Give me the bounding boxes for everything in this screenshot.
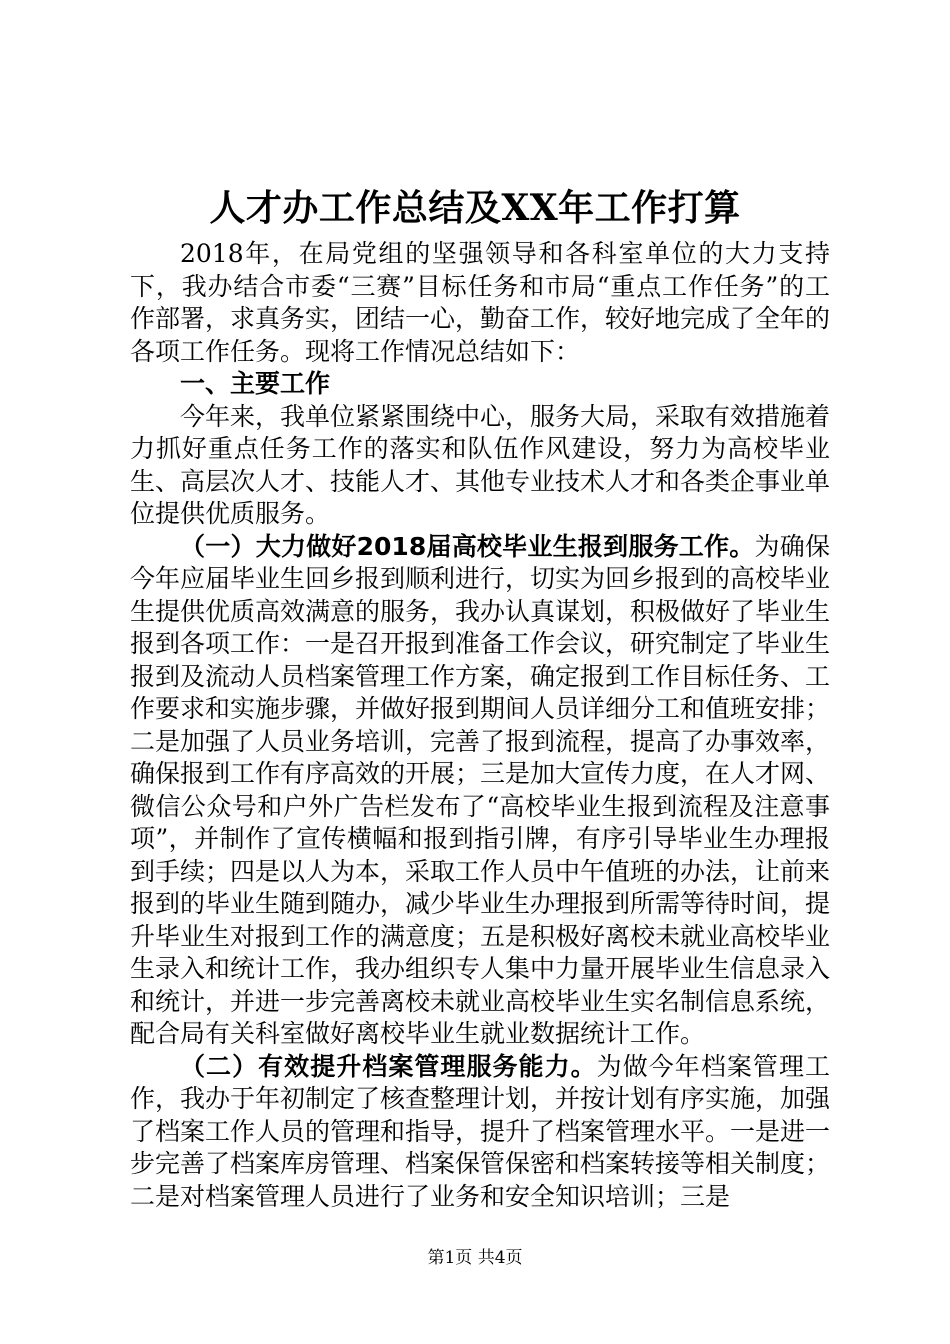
section-heading-main-work: 一、主要工作 bbox=[180, 369, 331, 398]
item-paragraph-graduates bbox=[130, 531, 830, 1051]
item-lead-graduates: （一）大力做好2018届高校毕业生报到服务工作。 bbox=[180, 531, 755, 561]
item-text-graduates: 为确保今年应届毕业生回乡报到顺利进行，切实为回乡报到的高校毕业生提供优质高效满意的服务，我办认真谋划，积极做好了毕业生报到各项工作：一是召开报到准备工作会议，研究制定了毕业生报到及流动人员档案管理工作方案，确定报到工作目标任务、工作要求和实施步骤，并做好报到期间人员详细分工和值班安排；二是加强了人员业务培训，完善了报到流程，提高了办事效率，确保报到工作有序高效的开展；三是加大宣传力度，在人才网、微信公众号和户外广告栏发布了“高校毕业生报到流程及注意事项”，并制作了宣传横幅和报到指引牌，有序引导毕业生办理报到手续；四是以人为本，采取工作人员中午值班的办法，让前来报到的毕业生随到随办，减少毕业生办理报到所需等待时间，提升毕业生对报到工作的满意度；五是积极好离校未就业高校毕业生录入和统计工作，我办组织专人集中力量开展毕业生信息录入和统计，并进一步完善离校未就业高校毕业生实名制信息系统，配合局有关科室做好离校毕业生就业数据统计工作。 bbox=[130, 531, 831, 1048]
item-paragraph-archives bbox=[130, 1051, 830, 1214]
item-text-archives: 为做今年档案管理工作，我办于年初制定了核查整理计划，并按计划有序实施，加强了档案工作人员的管理和指导，提升了档案管理水平。一是进一步完善了档案库房管理、档案保管保密和档案转接等相关制度；二是对档案管理人员进行了业务和安全知识培训；三是 bbox=[130, 1051, 831, 1211]
page-number: 第1页 共4页 bbox=[427, 1248, 523, 1268]
document-title: 人才办工作总结及XX年工作打算 bbox=[209, 187, 741, 229]
item-lead-archives: （二）有效提升档案管理服务能力。 bbox=[180, 1051, 597, 1081]
intro-paragraph: 2018年，在局党组的坚强领导和各科室单位的大力支持下，我办结合市委“三赛”目标任务和市局“重点工作任务”的工作部署，求真务实，团结一心，勤奋工作，较好地完成了全年的各项工作任务。现将工作情况总结如下： bbox=[130, 239, 831, 366]
document-body bbox=[130, 238, 830, 1213]
section-paragraph: 今年来，我单位紧紧围绕中心，服务大局，采取有效措施着力抓好重点任务工作的落实和队伍作风建设，努力为高校毕业生、高层次人才、技能人才、其他专业技术人才和各类企事业单位提供优质服务。 bbox=[130, 401, 831, 528]
